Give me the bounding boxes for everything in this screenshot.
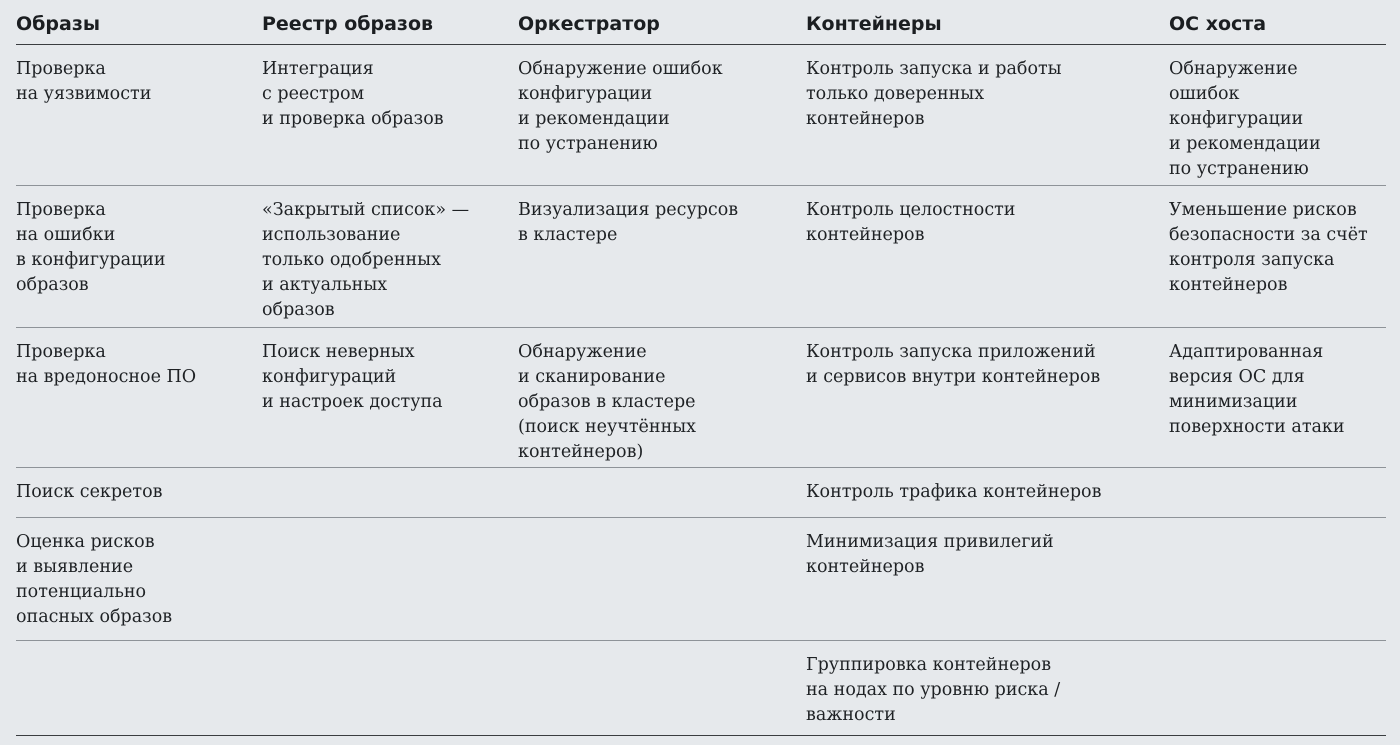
- table-header-row: [16, 0, 1386, 45]
- table-cell: Группировка контейнеров на нодах по уровню риска / важности: [806, 655, 1061, 725]
- table-cell: Контроль запуска приложений и сервисов внутри контейнеров: [806, 342, 1101, 387]
- table-cell: Контроль запуска и работы только доверенных контейнеров: [806, 59, 1062, 129]
- column-header-containers: Контейнеры: [806, 13, 942, 35]
- table-cell: Проверка на вредоносное ПО: [16, 342, 197, 387]
- table-cell: [518, 468, 806, 517]
- table-cell: Минимизация привилегий контейнеров: [806, 532, 1054, 577]
- table-cell: Поиск неверных конфигураций и настроек доступа: [262, 342, 443, 412]
- table-row: [16, 328, 1386, 468]
- table-cell: [518, 641, 806, 735]
- column-header-image-registry: Реестр образов: [262, 13, 434, 35]
- table-cell: Обнаружение ошибок конфигурации и рекомендации по устранению: [1169, 59, 1321, 179]
- table-cell: Проверка на ошибки в конфигурации образов: [16, 200, 166, 295]
- table-cell: Оценка рисков и выявление потенциально опасных образов: [16, 532, 173, 627]
- table-cell: Интеграция с реестром и проверка образов: [262, 59, 444, 129]
- table-cell: Контроль трафика контейнеров: [806, 482, 1102, 502]
- column-header-images: Образы: [16, 13, 101, 35]
- table-row: [16, 518, 1386, 641]
- table-cell: Обнаружение ошибок конфигурации и рекомендации по устранению: [518, 59, 723, 154]
- table-cell: [16, 641, 262, 735]
- table-cell: Проверка на уязвимости: [16, 59, 152, 104]
- table-cell: Уменьшение рисков безопасности за счёт контроля запуска контейнеров: [1169, 200, 1368, 295]
- table-cell: Поиск секретов: [16, 482, 163, 502]
- table-cell: «Закрытый список» — использование только одобренных и актуальных образов: [262, 200, 470, 320]
- table-cell: [1169, 468, 1386, 517]
- table-cell: [262, 518, 518, 640]
- table-cell: Контроль целостности контейнеров: [806, 200, 1016, 245]
- table-cell: [262, 641, 518, 735]
- table-cell: [262, 468, 518, 517]
- table-row: [16, 45, 1386, 186]
- column-header-host-os: ОС хоста: [1169, 13, 1267, 35]
- table-cell: [1169, 518, 1386, 640]
- column-header-orchestrator: Оркестратор: [518, 13, 660, 35]
- table-cell: [518, 518, 806, 640]
- table-cell: [1169, 641, 1386, 735]
- security-table: [16, 0, 1386, 736]
- table-cell: Обнаружение и сканирование образов в кластере (поиск неучтённых контейнеров): [518, 342, 697, 462]
- table-cell: Визуализация ресурсов в кластере: [518, 200, 739, 245]
- table-row: [16, 641, 1386, 736]
- table-row: [16, 468, 1386, 518]
- table-cell: Адаптированная версия ОС для минимизации поверхности атаки: [1169, 342, 1345, 437]
- table-row: [16, 186, 1386, 328]
